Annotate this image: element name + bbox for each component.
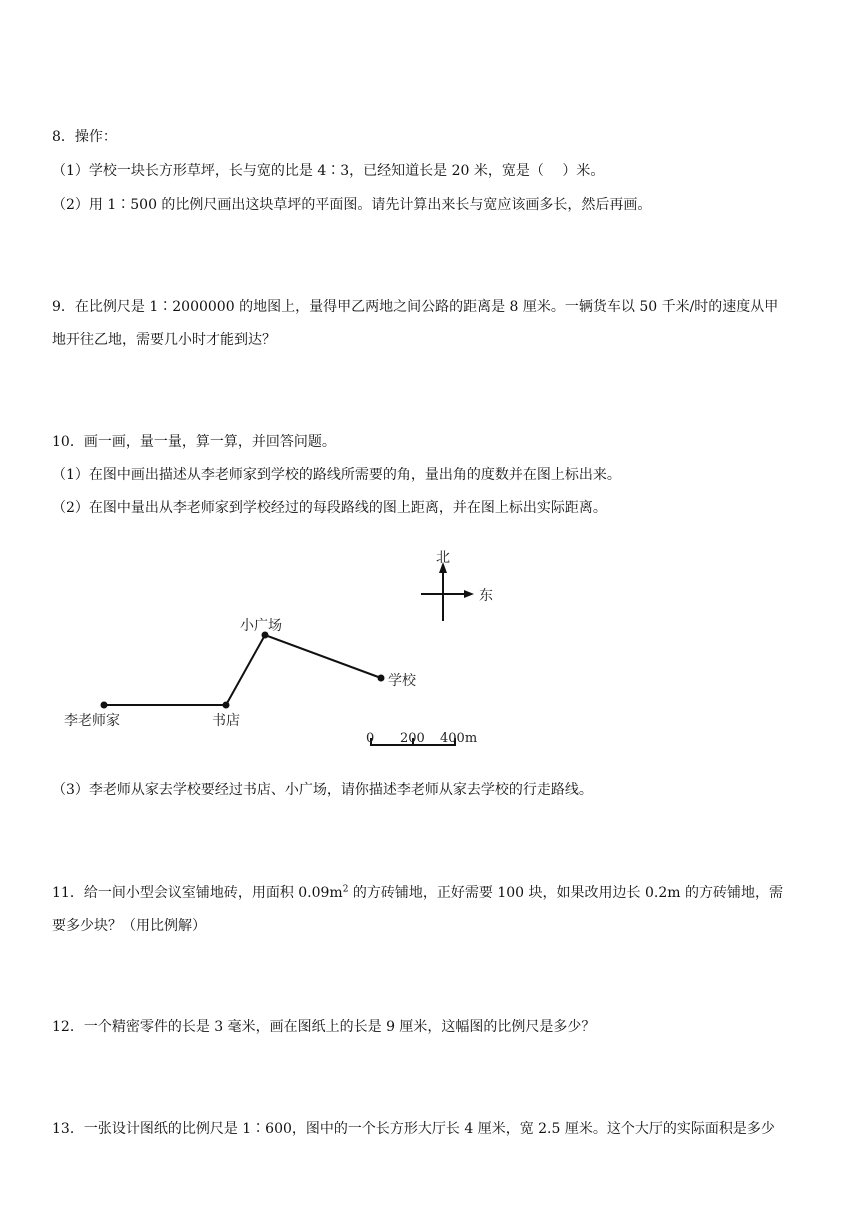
bookstore-point xyxy=(223,702,230,709)
q11-text-a: 11．给一间小型会议室铺地砖，用面积 0.09m xyxy=(52,885,343,901)
home-point xyxy=(101,702,108,709)
q11-text-b: 的方砖铺地，正好需要 100 块，如果改用边长 0.2m 的方砖铺地，需 xyxy=(348,885,783,901)
q9-line2: 地开往乙地，需要几小时才能到达？ xyxy=(52,332,276,348)
compass-east-label: 东 xyxy=(479,588,493,604)
home-label: 李老师家 xyxy=(64,713,120,729)
q8-part1: （1）学校一块长方形草坪，长与宽的比是 4∶3，已经知道长是 20 米，宽是（ ）米。 xyxy=(52,163,605,179)
q10-part3: （3）李老师从家去学校要经过书店、小广场，请你描述李老师从家去学校的行走路线。 xyxy=(52,782,593,798)
plaza-label: 小广场 xyxy=(240,618,282,634)
q8-title: 8．操作： xyxy=(52,129,117,145)
q9-line1: 9．在比例尺是 1∶2000000 的地图上，量得甲乙两地之间公路的距离是 8 厘米。一辆货车以 50 千米/时的速度从甲 xyxy=(52,299,779,315)
q11-line1 xyxy=(52,883,783,903)
compass-north-label: 北 xyxy=(436,550,450,566)
q11-superscript: 2 xyxy=(342,884,349,895)
q10-title: 10．画一画，量一量，算一算，并回答问题。 xyxy=(52,434,336,450)
q10-part2: （2）在图中量出从李老师家到学校经过的每段路线的图上距离，并在图上标出实际距离。 xyxy=(52,500,607,516)
q10-part1: （1）在图中画出描述从李老师家到学校的路线所需要的角，量出角的度数并在图上标出来。 xyxy=(52,467,621,483)
scale-label-400m: 400m xyxy=(440,731,478,746)
school-point xyxy=(378,675,385,682)
route-path xyxy=(104,635,381,705)
bookstore-label: 书店 xyxy=(212,713,240,729)
compass-icon xyxy=(421,562,474,621)
scale-label-200: 200 xyxy=(400,731,425,746)
q11-line2: 要多少块？（用比例解） xyxy=(52,918,206,934)
q13-line1: 13．一张设计图纸的比例尺是 1∶600，图中的一个长方形大厅长 4 厘米，宽 2.5 厘米。这个大厅的实际面积是多少 xyxy=(52,1121,775,1137)
scale-label-0: 0 xyxy=(366,731,375,746)
q12-line1: 12．一个精密零件的长是 3 毫米，画在图纸上的长是 9 厘米，这幅图的比例尺是多少？ xyxy=(52,1019,596,1035)
q8-part2: （2）用 1∶500 的比例尺画出这块草坪的平面图。请先计算出来长与宽应该画多长，然后再画。 xyxy=(52,197,652,213)
school-label: 学校 xyxy=(388,673,416,689)
